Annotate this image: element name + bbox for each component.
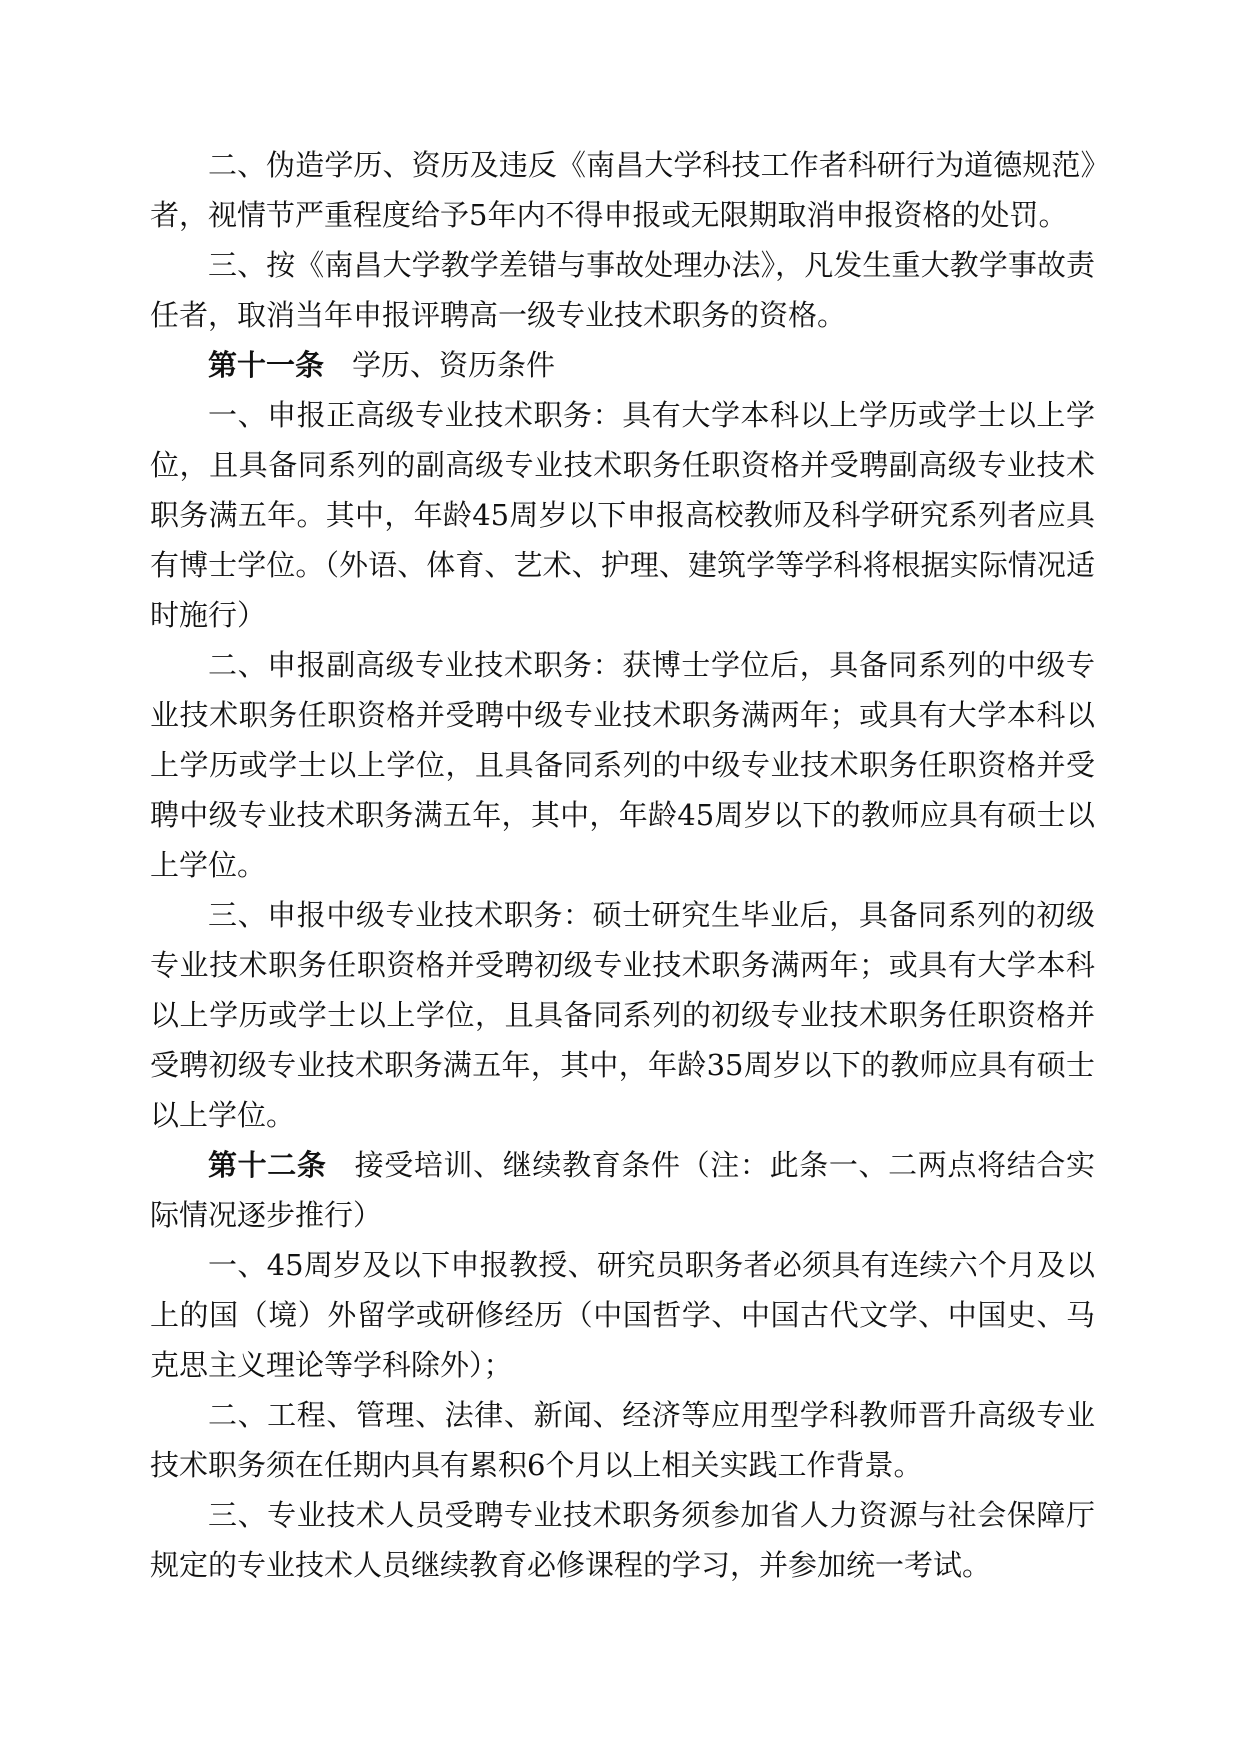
article-11-heading <box>150 340 1095 390</box>
paragraph-teaching-accident: 三、按《南昌大学教学差错与事故处理办法》，凡发生重大教学事故责任者，取消当年申报评聘高一级专业技术职务的资格。 <box>150 248 1095 332</box>
paragraph-senior-title: 一、申报正高级专业技术职务：具有大学本科以上学历或学士以上学位，且具备同系列的副高级专业技术职务任职资格并受聘副高级专业技术职务满五年。其中，年龄45周岁以下申报高校教师及科学研究系列者应具有博士学位。（外语、体育、艺术、护理、建筑学等学科将根据实际情况适时施行） <box>150 398 1095 632</box>
paragraph-practice-background: 二、工程、管理、法律、新闻、经济等应用型学科教师晋升高级专业技术职务须在任期内具有累积6个月以上相关实践工作背景。 <box>150 1398 1095 1482</box>
paragraph-overseas-study: 一、45周岁及以下申报教授、研究员职务者必须具有连续六个月及以上的国（境）外留学或研修经历（中国哲学、中国古代文学、中国史、马克思主义理论等学科除外）； <box>150 1248 1095 1382</box>
article-12-title: 接受培训、继续教育条件（注：此条一、二两点将结合实际情况逐步推行） <box>150 1148 1095 1232</box>
paragraph-continuing-education: 三、专业技术人员受聘专业技术职务须参加省人力资源与社会保障厅规定的专业技术人员继续教育必修课程的学习，并参加统一考试。 <box>150 1498 1095 1582</box>
article-11-number: 第十一条 <box>208 348 325 382</box>
article-11-title: 学历、资历条件 <box>352 348 556 382</box>
article-12-number: 第十二条 <box>208 1148 327 1182</box>
document-page <box>150 140 1095 1590</box>
article-12-heading <box>150 1140 1095 1240</box>
paragraph-intermediate-title: 三、申报中级专业技术职务：硕士研究生毕业后，具备同系列的初级专业技术职务任职资格并受聘初级专业技术职务满两年；或具有大学本科以上学历或学士以上学位，且具备同系列的初级专业技术职务任职资格并受聘初级专业技术职务满五年，其中，年龄35周岁以下的教师应具有硕士以上学位。 <box>150 898 1095 1132</box>
paragraph-associate-title: 二、申报副高级专业技术职务：获博士学位后，具备同系列的中级专业技术职务任职资格并受聘中级专业技术职务满两年；或具有大学本科以上学历或学士以上学位，且具备同系列的中级专业技术职务任职资格并受聘中级专业技术职务满五年，其中，年龄45周岁以下的教师应具有硕士以上学位。 <box>150 648 1095 882</box>
paragraph-forgery-penalty: 二、伪造学历、资历及违反《南昌大学科技工作者科研行为道德规范》者，视情节严重程度给予5年内不得申报或无限期取消申报资格的处罚。 <box>150 148 1095 232</box>
